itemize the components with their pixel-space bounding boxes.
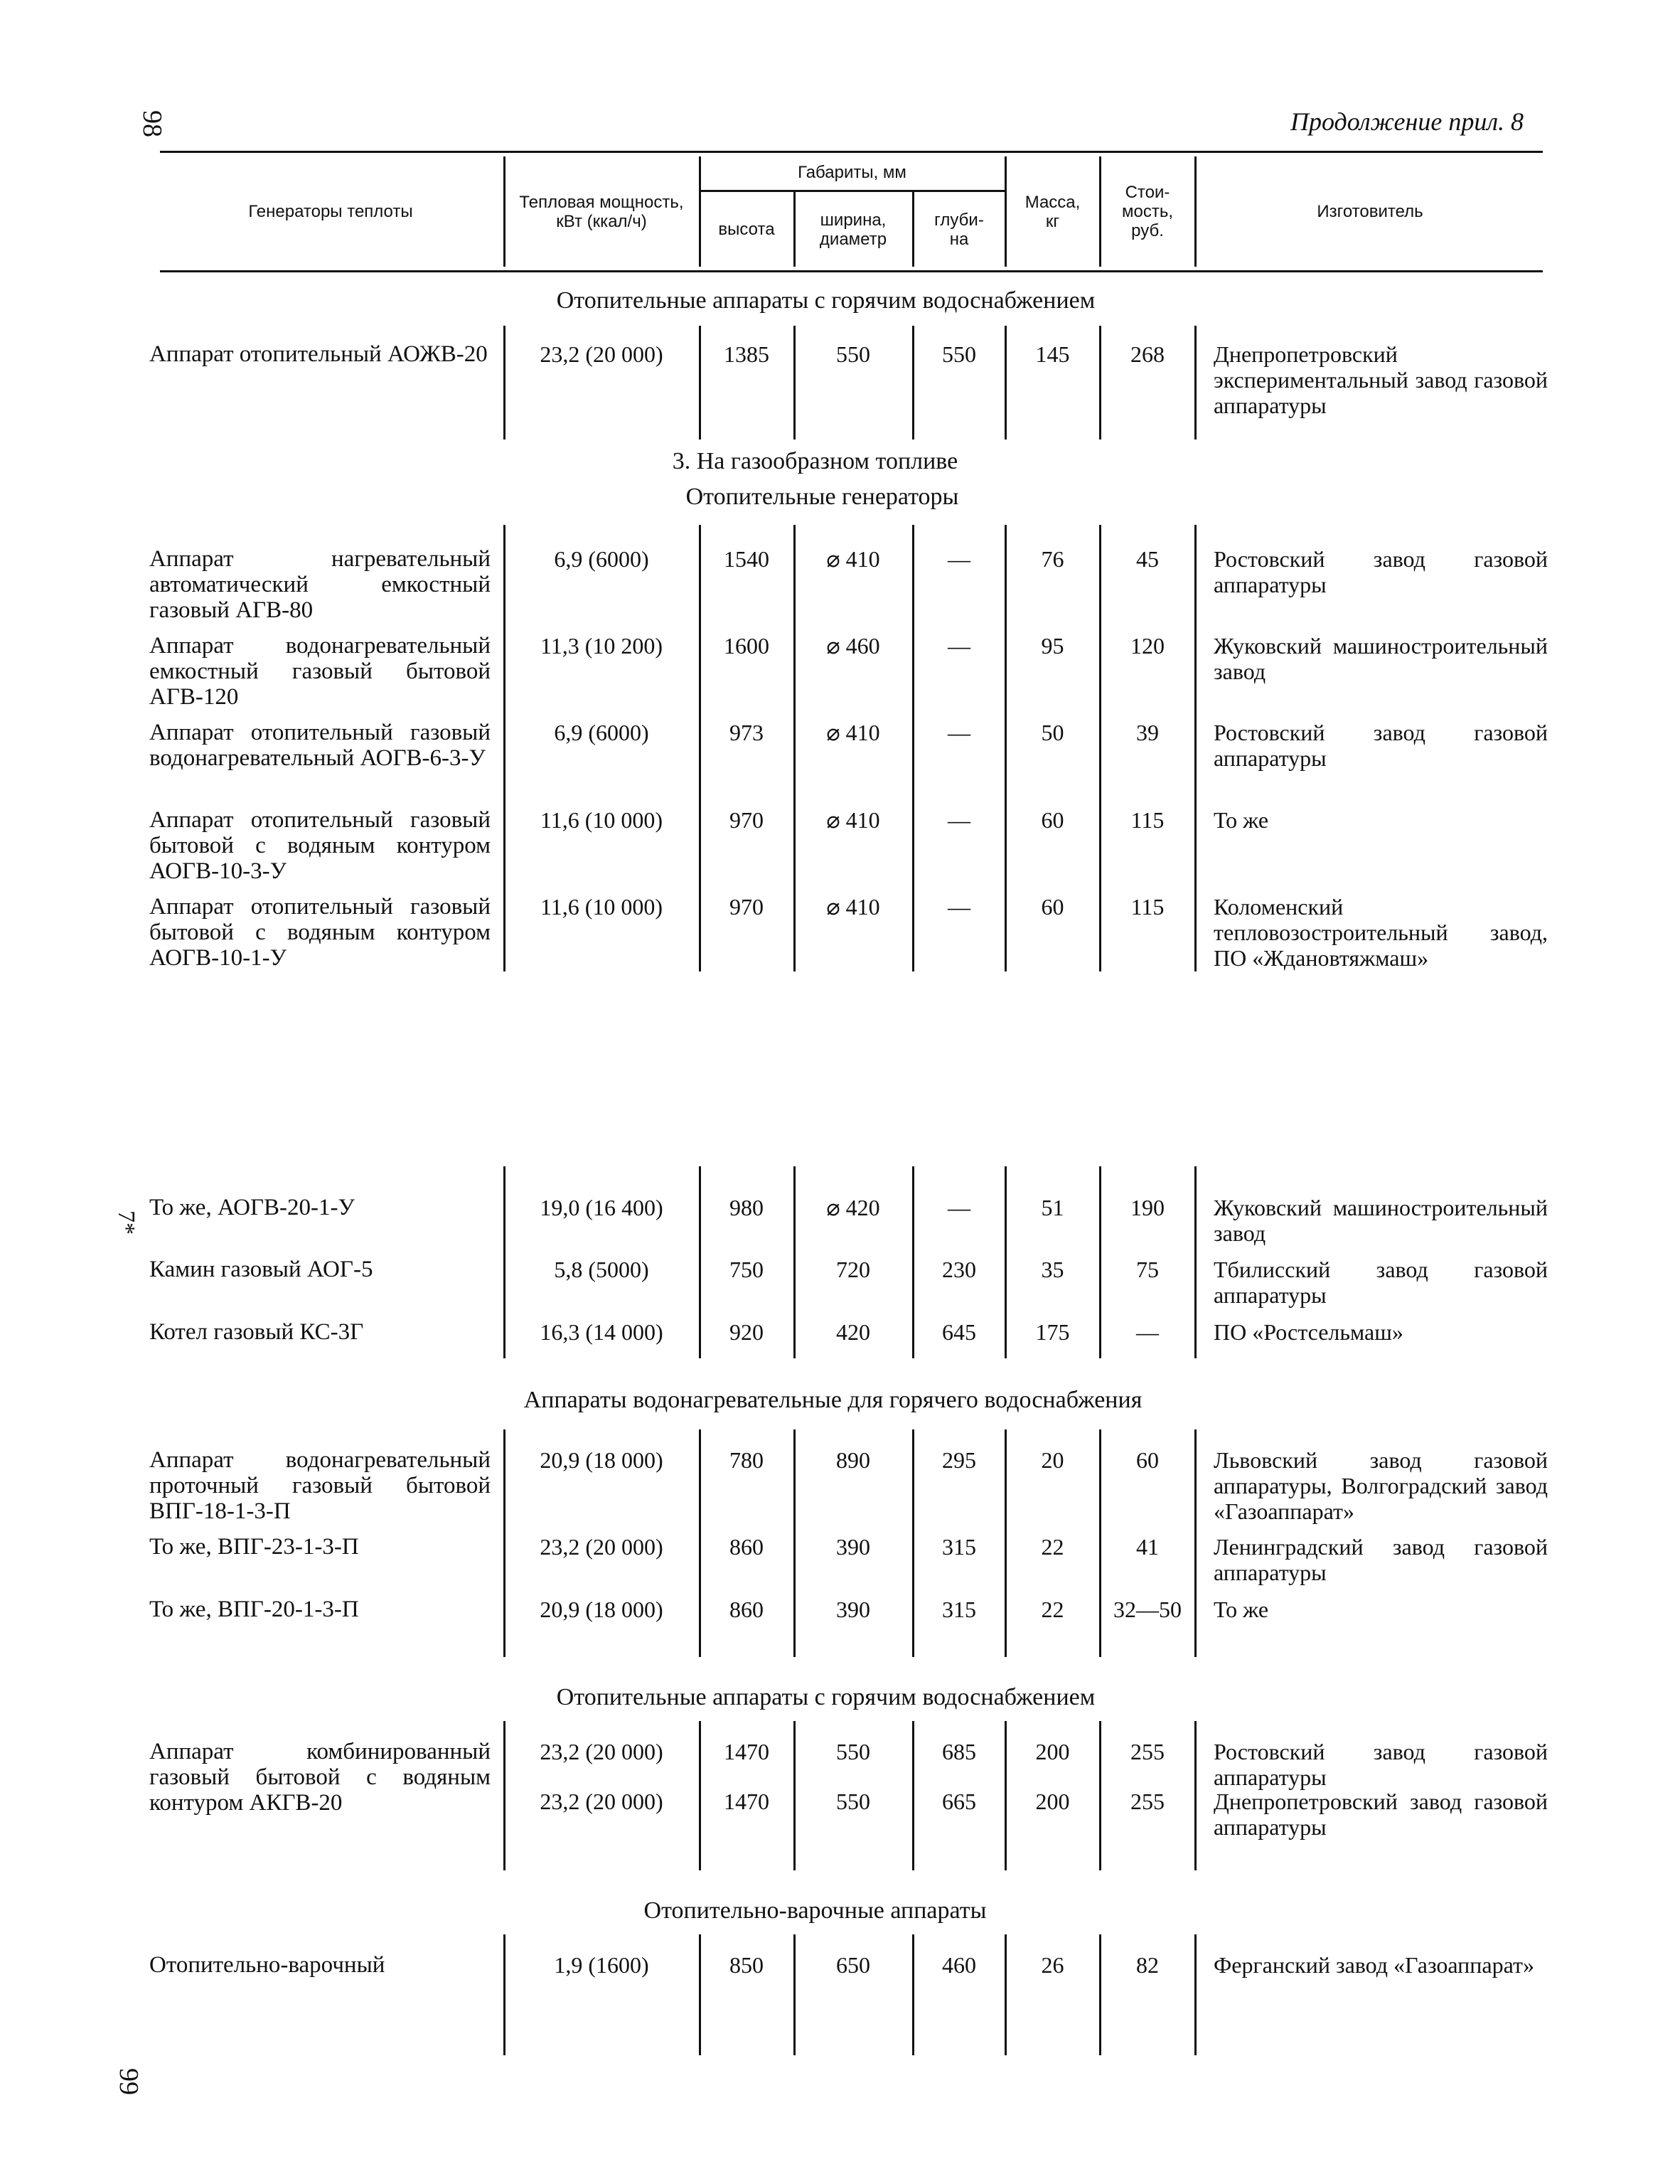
header-power: Тепловая мощность, кВт (ккал/ч) — [519, 192, 684, 231]
row-mass: 26 — [1041, 1952, 1064, 1978]
continuation-label: Продолжение прил. 8 — [1290, 107, 1524, 136]
column-rule — [503, 1721, 505, 1870]
column-rule — [1005, 1934, 1007, 2055]
row-maker: Днепропетровский завод газовой аппаратуры — [1214, 1789, 1548, 1840]
row-w: 890 — [836, 1447, 870, 1473]
header-height: высота — [718, 220, 775, 239]
column-rule — [912, 525, 914, 971]
header-depth: глуби-на — [934, 210, 984, 249]
column-rule — [1099, 1721, 1101, 1870]
row-h: 970 — [729, 894, 764, 920]
row-cost: — — [1136, 1319, 1159, 1345]
row-mass: 95 — [1041, 633, 1064, 659]
row-cost: 115 — [1130, 807, 1165, 833]
row-d: 230 — [942, 1257, 976, 1282]
column-rule — [912, 1934, 914, 2055]
column-rule — [1005, 326, 1007, 440]
row-w: 390 — [836, 1534, 870, 1560]
row-maker: Ферганский завод «Газоаппарат» — [1214, 1952, 1534, 1978]
column-rule — [503, 525, 505, 971]
column-rule — [1099, 1429, 1101, 1657]
row-maker: Львовский завод газовой аппаратуры, Волгоградский завод «Газоаппарат» — [1214, 1447, 1548, 1524]
column-rule — [912, 1166, 914, 1358]
row-d: 685 — [942, 1739, 976, 1764]
row-w: 550 — [836, 1789, 870, 1814]
header-divider — [1099, 156, 1101, 267]
column-rule — [1099, 326, 1101, 440]
row-cost: 41 — [1136, 1534, 1159, 1560]
row-maker: Днепропетровский экспериментальный завод газовой аппаратуры — [1214, 341, 1548, 418]
row-power: 20,9 (18 000) — [540, 1447, 663, 1473]
row-h: 860 — [729, 1597, 764, 1622]
column-rule — [1005, 525, 1007, 971]
row-maker: То же — [1214, 1597, 1269, 1622]
row-power: 6,9 (6000) — [554, 546, 649, 572]
row-h: 970 — [729, 807, 764, 833]
row-mass: 51 — [1041, 1195, 1064, 1220]
row-w: ⌀ 460 — [826, 633, 880, 659]
header-divider — [503, 156, 505, 267]
column-rule — [793, 1429, 796, 1657]
row-w: 550 — [836, 341, 870, 367]
row-power: 20,9 (18 000) — [540, 1597, 663, 1622]
header-maker: Изготовитель — [1317, 202, 1423, 221]
column-rule — [912, 326, 914, 440]
row-cost: 120 — [1130, 633, 1165, 659]
row-mass: 22 — [1041, 1597, 1064, 1622]
row-cost: 255 — [1130, 1789, 1165, 1814]
row-maker: Ростовский завод газовой аппаратуры — [1214, 720, 1548, 771]
row-w: 550 — [836, 1739, 870, 1764]
row-d: — — [948, 720, 970, 745]
column-rule — [1194, 1166, 1197, 1358]
row-name: То же, ВПГ-23-1-3-П — [149, 1534, 359, 1560]
header-divider — [1005, 156, 1007, 267]
row-d: — — [948, 807, 970, 833]
row-mass: 175 — [1035, 1319, 1070, 1345]
column-rule — [912, 1721, 914, 1870]
row-power: 6,9 (6000) — [554, 720, 649, 745]
row-d: 460 — [942, 1952, 976, 1978]
row-mass: 20 — [1041, 1447, 1064, 1473]
row-h: 750 — [729, 1257, 764, 1282]
row-w: ⌀ 410 — [826, 807, 880, 833]
row-w: ⌀ 410 — [826, 546, 880, 572]
row-cost: 82 — [1136, 1952, 1159, 1978]
row-d: — — [948, 1195, 970, 1220]
header-divider — [912, 192, 914, 267]
row-mass: 200 — [1035, 1789, 1070, 1814]
row-d: 315 — [942, 1534, 976, 1560]
row-d: 295 — [942, 1447, 976, 1473]
header-dims: Габариты, мм — [798, 163, 906, 182]
page-number-top: 98 — [137, 110, 167, 137]
column-rule — [793, 1166, 796, 1358]
row-d: 665 — [942, 1789, 976, 1814]
row-w: 390 — [836, 1597, 870, 1622]
row-h: 920 — [729, 1319, 764, 1345]
row-d: — — [948, 894, 970, 920]
column-rule — [503, 1429, 505, 1657]
row-mass: 35 — [1041, 1257, 1064, 1282]
column-rule — [503, 1166, 505, 1358]
row-d: — — [948, 546, 970, 572]
row-mass: 60 — [1041, 807, 1064, 833]
row-power: 11,6 (10 000) — [540, 807, 663, 833]
column-rule — [1099, 1166, 1101, 1358]
column-rule — [793, 525, 796, 971]
row-name: Аппарат нагревательный автоматический емкостный газовый АГВ-80 — [149, 546, 491, 623]
row-cost: 268 — [1130, 341, 1165, 367]
row-power: 23,2 (20 000) — [540, 1789, 663, 1814]
section-heading: Отопительные аппараты с горячим водоснабжением — [556, 287, 1096, 314]
row-d: 315 — [942, 1597, 976, 1622]
row-h: 1470 — [724, 1789, 769, 1814]
column-rule — [793, 326, 796, 440]
row-name: То же, АОГВ-20-1-У — [149, 1195, 355, 1220]
header-generators: Генераторы теплоты — [248, 202, 413, 221]
row-maker: Жуковский машиностроительный завод — [1214, 1195, 1548, 1246]
page-number-bottom: 99 — [114, 2068, 144, 2095]
row-name: Аппарат водонагревательный проточный газовый бытовой ВПГ-18-1-3-П — [149, 1447, 491, 1524]
row-cost: 45 — [1136, 546, 1159, 572]
row-name: Отопительно-варочный — [149, 1952, 385, 1978]
row-name: Аппарат отопительный АОЖВ-20 — [149, 341, 488, 367]
row-maker: То же — [1214, 807, 1269, 833]
row-h: 860 — [729, 1534, 764, 1560]
row-maker: Ростовский завод газовой аппаратуры — [1214, 546, 1548, 597]
row-maker: Тбилисский завод газовой аппаратуры — [1214, 1257, 1548, 1308]
row-cost: 115 — [1130, 894, 1165, 920]
row-cost: 60 — [1136, 1447, 1159, 1473]
row-mass: 60 — [1041, 894, 1064, 920]
row-power: 11,6 (10 000) — [540, 894, 663, 920]
row-power: 19,0 (16 400) — [540, 1195, 663, 1220]
row-h: 1385 — [724, 341, 769, 367]
row-name: Аппарат отопительный газовый бытовой с водяным контуром АОГВ-10-3-У — [149, 807, 491, 884]
row-mass: 145 — [1035, 341, 1070, 367]
column-rule — [1005, 1721, 1007, 1870]
row-name: Аппарат водонагревательный емкостный газовый бытовой АГВ-120 — [149, 633, 491, 710]
row-name: Камин газовый АОГ-5 — [149, 1257, 373, 1282]
row-cost: 255 — [1130, 1739, 1165, 1764]
row-power: 16,3 (14 000) — [540, 1319, 663, 1345]
section-heading: Отопительные аппараты с горячим водоснабжением — [556, 1684, 1096, 1710]
row-w: 650 — [836, 1952, 870, 1978]
row-h: 973 — [729, 720, 764, 745]
row-mass: 22 — [1041, 1534, 1064, 1560]
header-divider — [1194, 156, 1197, 267]
header-bottom-rule — [160, 270, 1543, 272]
section-heading: 3. На газообразном топливе — [672, 448, 958, 474]
column-rule — [1194, 326, 1197, 440]
row-maker: Коломенский тепловозостроительный завод, ПО «Ждановтяжмаш» — [1214, 894, 1548, 971]
row-d: 645 — [942, 1319, 976, 1345]
row-power: 5,8 (5000) — [554, 1257, 649, 1282]
row-name: Аппарат отопительный газовый водонагревательный АОГВ-6-3-У — [149, 720, 491, 771]
row-mass: 200 — [1035, 1739, 1070, 1764]
row-name: То же, ВПГ-20-1-3-П — [149, 1597, 359, 1622]
header-width: ширина, диаметр — [819, 210, 887, 249]
row-w: ⌀ 420 — [826, 1195, 880, 1220]
row-h: 1540 — [724, 546, 769, 572]
header-divider — [793, 192, 796, 267]
row-name: Котел газовый КС-3Г — [149, 1319, 364, 1345]
header-mass: Масса, кг — [1024, 192, 1081, 231]
row-h: 1470 — [724, 1739, 769, 1764]
row-power: 23,2 (20 000) — [540, 1739, 663, 1764]
row-cost: 75 — [1136, 1257, 1159, 1282]
section-heading: Отопительные генераторы — [685, 484, 959, 510]
row-w: ⌀ 410 — [826, 894, 880, 920]
row-power: 11,3 (10 200) — [540, 633, 663, 659]
column-rule — [912, 1429, 914, 1657]
column-rule — [793, 1934, 796, 2055]
row-d: 550 — [942, 341, 976, 367]
column-rule — [503, 1934, 505, 2055]
row-name: Аппарат отопительный газовый бытовой с водяным контуром АОГВ-10-1-У — [149, 894, 491, 971]
header-top-rule — [160, 151, 1543, 153]
section-heading: Отопительно-варочные аппараты — [643, 1897, 987, 1924]
column-rule — [1194, 1934, 1197, 2055]
row-maker: Ростовский завод газовой аппаратуры — [1214, 1739, 1548, 1790]
row-maker: Жуковский машиностроительный завод — [1214, 633, 1548, 684]
column-rule — [1194, 1429, 1197, 1657]
column-rule — [503, 326, 505, 440]
row-h: 980 — [729, 1195, 764, 1220]
column-rule — [1194, 525, 1197, 971]
row-maker: Ленинградский завод газовой аппаратуры — [1214, 1534, 1548, 1585]
row-mass: 76 — [1041, 546, 1064, 572]
row-name: Аппарат комбинированный газовый бытовой с водяным контуром АКГВ-20 — [149, 1739, 491, 1816]
row-h: 1600 — [724, 633, 769, 659]
column-rule — [1099, 1934, 1101, 2055]
row-w: ⌀ 410 — [826, 720, 880, 745]
row-d: — — [948, 633, 970, 659]
row-cost: 190 — [1130, 1195, 1165, 1220]
section-heading: Аппараты водонагревательные для горячего водоснабжения — [523, 1387, 1143, 1413]
column-rule — [1194, 1721, 1197, 1870]
row-power: 23,2 (20 000) — [540, 1534, 663, 1560]
column-rule — [1099, 525, 1101, 971]
row-maker: ПО «Ростсельмаш» — [1214, 1319, 1403, 1345]
column-rule — [793, 1721, 796, 1870]
header-cost: Стои-мость, руб. — [1122, 183, 1174, 240]
margin-mark: 7* — [113, 1210, 139, 1235]
row-power: 1,9 (1600) — [554, 1952, 649, 1978]
column-rule — [1005, 1166, 1007, 1358]
row-power: 23,2 (20 000) — [540, 341, 663, 367]
row-h: 850 — [729, 1952, 764, 1978]
row-w: 720 — [836, 1257, 870, 1282]
row-h: 780 — [729, 1447, 764, 1473]
row-cost: 39 — [1136, 720, 1159, 745]
row-mass: 50 — [1041, 720, 1064, 745]
row-cost: 32—50 — [1113, 1597, 1182, 1622]
column-rule — [1005, 1429, 1007, 1657]
row-w: 420 — [836, 1319, 870, 1345]
